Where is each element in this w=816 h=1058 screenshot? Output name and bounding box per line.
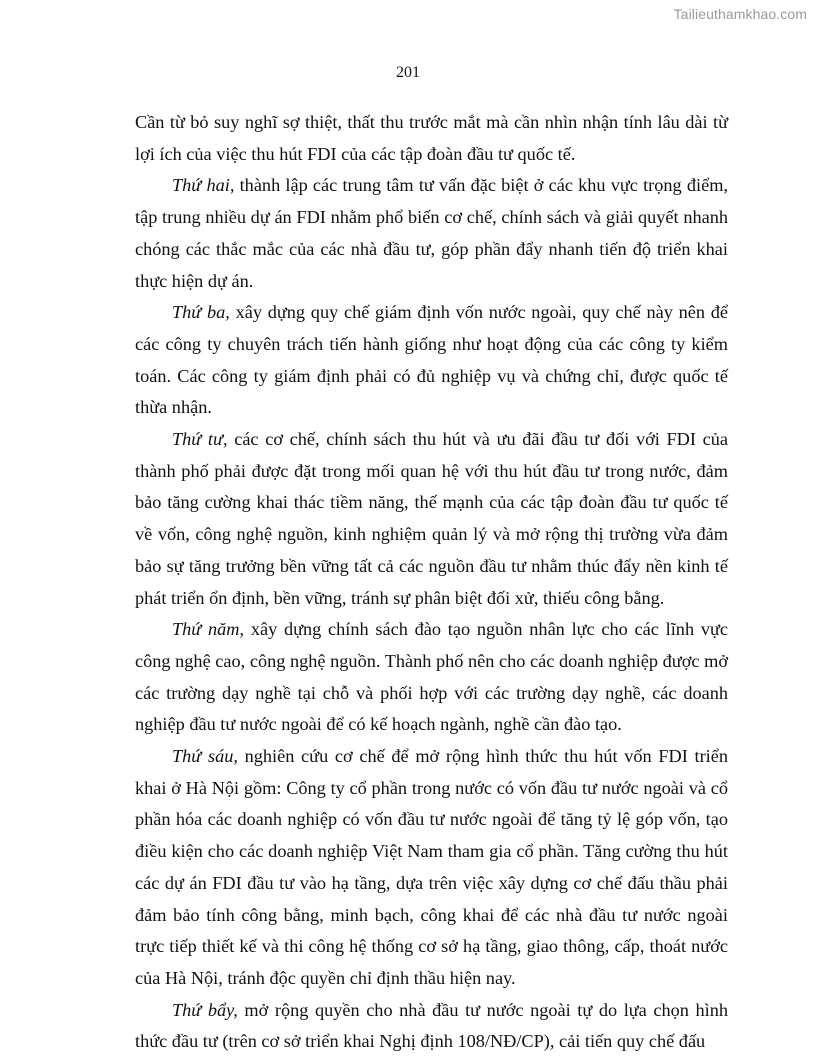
paragraph-lead: Thứ hai, (172, 175, 235, 196)
paragraph-text: mở rộng quyền cho nhà đầu tư nước ngoài tự do lựa chọn hình thức đầu tư (trên cơ sở triển khai Nghị định 108/NĐ/CP), cải tiến quy chế đấu (135, 999, 728, 1052)
paragraph-thu-ba (135, 297, 728, 424)
paragraph-lead: Thứ năm, (172, 619, 245, 640)
paragraph-lead: Thứ ba, (172, 302, 230, 323)
paragraph-thu-tu (135, 424, 728, 614)
paragraph-intro (135, 107, 728, 170)
paragraph-thu-bay (135, 995, 728, 1058)
page-number: 201 (396, 64, 420, 81)
paragraph-thu-nam (135, 614, 728, 741)
paragraph-text: nghiên cứu cơ chế để mở rộng hình thức thu hút vốn FDI triển khai ở Hà Nội gồm: Công ty cổ phần trong nước có vốn đầu tư nước ngoài và cổ phần hóa các doanh nghiệp có vốn đầu tư nước ngoài để tăng tỷ lệ góp vốn, tạo điều kiện cho các doanh nghiệp Việt Nam tham gia cổ phần. Tăng cường thu hút các dự án FDI đầu tư vào hạ tầng, dựa trên việc xây dựng cơ chế đấu thầu phải đảm bảo tính công bằng, minh bạch, công khai để các nhà đầu tư nước ngoài trực tiếp thiết kế và thi công hệ thống cơ sở hạ tầng, giao thông, cấp, thoát nước của Hà Nội, tránh độc quyền chỉ định thầu hiện nay. (135, 746, 728, 988)
paragraph-text: , các cơ chế, chính sách thu hút và ưu đãi đầu tư đối với FDI của thành phố phải được đặt trong mối quan hệ với thu hút đầu tư trong nước, đảm bảo tăng cường khai thác tiềm năng, thế mạnh của các tập đoàn đầu tư quốc tế về vốn, công nghệ nguồn, kinh nghiệm quản lý và mở rộng thị trường vừa đảm bảo sự tăng trưởng bền vững tất cả các nguồn đầu tư nhằm thúc đẩy nền kinh tế phát triển ổn định, bền vững, tránh sự phân biệt đối xử, thiếu công bằng. (135, 429, 728, 608)
paragraph-text: xây dựng quy chế giám định vốn nước ngoài, quy chế này nên để các công ty chuyên trách tiến hành giống như hoạt động của các công ty kiểm toán. Các công ty giám định phải có đủ nghiệp vụ và chứng chỉ, được quốc tế thừa nhận. (135, 302, 728, 418)
paragraph-lead: Thứ tư (172, 429, 223, 450)
paragraph-text: thành lập các trung tâm tư vấn đặc biệt ở các khu vực trọng điểm, tập trung nhiều dự án FDI nhằm phổ biến cơ chế, chính sách và giải quyết nhanh chóng các thắc mắc của các nhà đầu tư, góp phần đẩy nhanh tiến độ triển khai thực hiện dự án. (135, 175, 728, 291)
paragraph-thu-hai (135, 170, 728, 297)
paragraph-text: Cần từ bỏ suy nghĩ sợ thiệt, thất thu trước mắt mà cần nhìn nhận tính lâu dài từ lợi ích của việc thu hút FDI của các tập đoàn đầu tư quốc tế. (135, 112, 728, 164)
paragraph-thu-sau (135, 741, 728, 995)
document-body (135, 107, 728, 1058)
paragraph-lead: Thứ sáu, (172, 746, 238, 767)
paragraph-text: xây dựng chính sách đào tạo nguồn nhân lực cho các lĩnh vực công nghệ cao, công nghệ nguồn. Thành phố nên cho các doanh nghiệp được mở các trường dạy nghề tại chỗ và phối hợp với các trường dạy nghề, các doanh nghiệp đầu tư nước ngoài để có kế hoạch ngành, nghề cần đào tạo. (135, 619, 728, 735)
watermark: Tailieuthamkhao.com (673, 6, 807, 22)
paragraph-lead: Thứ bẩy, (172, 999, 238, 1020)
